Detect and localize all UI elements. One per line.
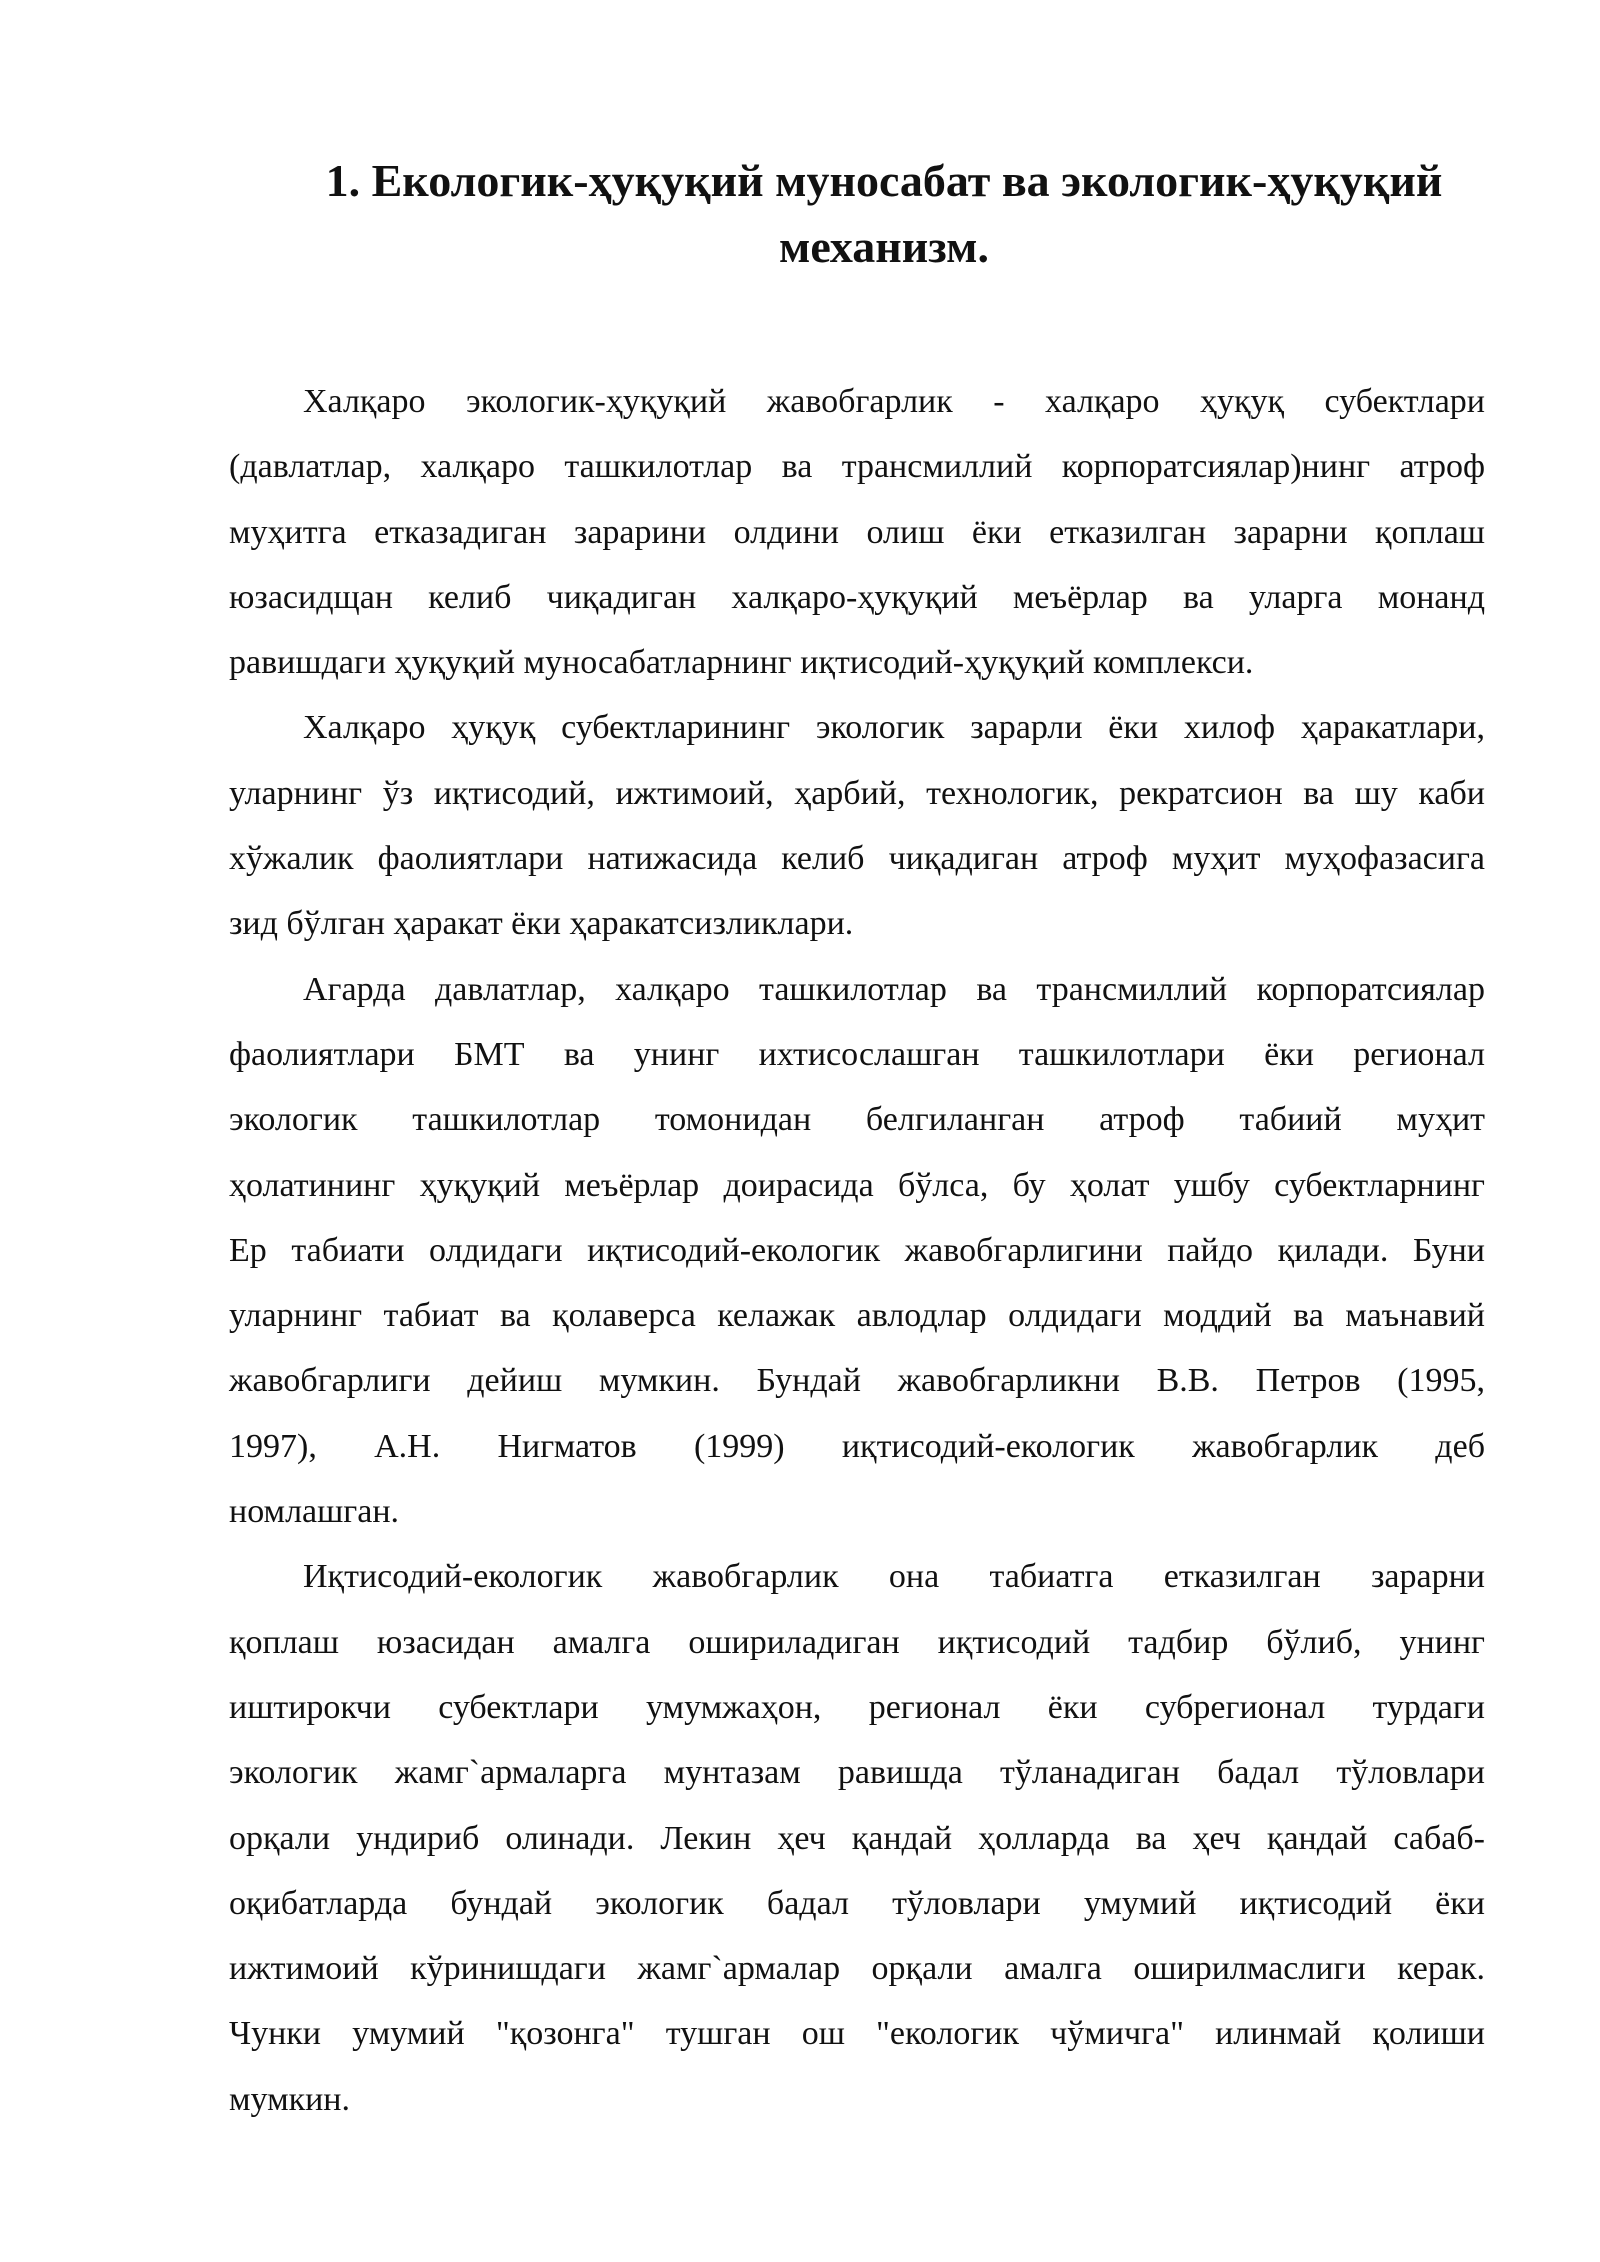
paragraph-3 — [229, 957, 1485, 1545]
paragraph-2 — [229, 695, 1485, 956]
text-line: экологик ташкилотлар томонидан белгиланган атроф табиий муҳит — [229, 1101, 1485, 1139]
text-line: Халқаро ҳуқуқ субектларининг экологик зарарли ёки хилоф ҳаракатлари, — [303, 709, 1485, 747]
text-line: Ер табиати олдидаги иқтисодий-екологик жавобгарлигини пайдо қилади. Буни — [229, 1231, 1485, 1269]
text-line: оқибатларда бундай экологик бадал тўловлари умумий иқтисодий ёки — [229, 1884, 1485, 1922]
text-line: уларнинг табиат ва қолаверса келажак авлодлар олдидаги моддий ва маънавий — [229, 1297, 1485, 1335]
document-body — [229, 369, 1485, 2132]
paragraph-1 — [229, 369, 1485, 695]
text-line: экологик жамг`армаларга мунтазам равишда тўланадиган бадал тўловлари — [229, 1754, 1485, 1792]
text-line: иштирокчи субектлари умумжаҳон, регионал ёки субрегионал турдаги — [229, 1688, 1485, 1726]
text-line: ҳолатининг ҳуқуқий меъёрлар доирасида бўлса, бу ҳолат ушбу субектларнинг — [229, 1166, 1485, 1204]
text-line: Иқтисодий-екологик жавобгарлик она табиатга етказилган зарарни — [303, 1558, 1485, 1596]
text-line: 1997), А.Н. Нигматов (1999) иқтисодий-екологик жавобгарлик деб — [229, 1427, 1485, 1465]
title-line: механизм. — [779, 221, 989, 272]
text-line: ижтимоий кўринишдаги жамг`армалар орқали амалга оширилмаслиги керак. — [229, 1950, 1485, 1988]
text-line: Агарда давлатлар, халқаро ташкилотлар ва трансмиллий корпоратсиялар — [303, 970, 1485, 1008]
text-line: муҳитга етказадиган зарарини олдини олиш ёки етказилган зарарни қоплаш — [229, 513, 1485, 551]
text-line: номлашган. — [229, 1493, 400, 1531]
text-line: фаолиятлари БМТ ва унинг ихтисослашган ташкилотлари ёки регионал — [229, 1035, 1485, 1073]
text-line: мумкин. — [229, 2080, 350, 2118]
paragraph-4 — [229, 1544, 1485, 2132]
text-line: зид бўлган ҳаракат ёки ҳаракатсизликлари. — [229, 905, 854, 943]
text-line: (давлатлар, халқаро ташкилотлар ва трансмиллий корпоратсиялар)нинг атроф — [229, 448, 1485, 486]
text-line: хўжалик фаолиятлари натижасида келиб чиқадиган атроф муҳит муҳофазасига — [229, 840, 1485, 878]
text-line: орқали ундириб олинади. Лекин ҳеч қандай ҳолларда ва ҳеч қандай сабаб- — [229, 1819, 1485, 1857]
text-line: уларнинг ўз иқтисодий, ижтимоий, ҳарбий, технологик, рекратсион ва шу каби — [229, 774, 1485, 812]
text-line: Халқаро экологик-ҳуқуқий жавобгарлик - халқаро ҳуқуқ субектлари — [303, 383, 1485, 420]
text-line: жавобгарлиги дейиш мумкин. Бундай жавобгарликни В.В. Петров (1995, — [229, 1362, 1485, 1400]
text-line: Чунки умумий "қозонга" тушган ош "екологик чўмичга" илинмай қолиши — [229, 2015, 1485, 2053]
document-title — [230, 148, 1538, 280]
text-line: қоплаш юзасидан амалга ошириладиган иқтисодий тадбир бўлиб, унинг — [229, 1623, 1485, 1661]
text-line: равишдаги ҳуқуқий муносабатларнинг иқтисодий-ҳуқуқий комплекси. — [229, 644, 1254, 682]
text-line: юзасидщан келиб чиқадиган халқаро-ҳуқуқий меъёрлар ва уларга монанд — [229, 578, 1485, 616]
title-line: 1. Екологик-ҳуқуқий муносабат ва экологик-ҳуқуқий — [325, 155, 1443, 206]
